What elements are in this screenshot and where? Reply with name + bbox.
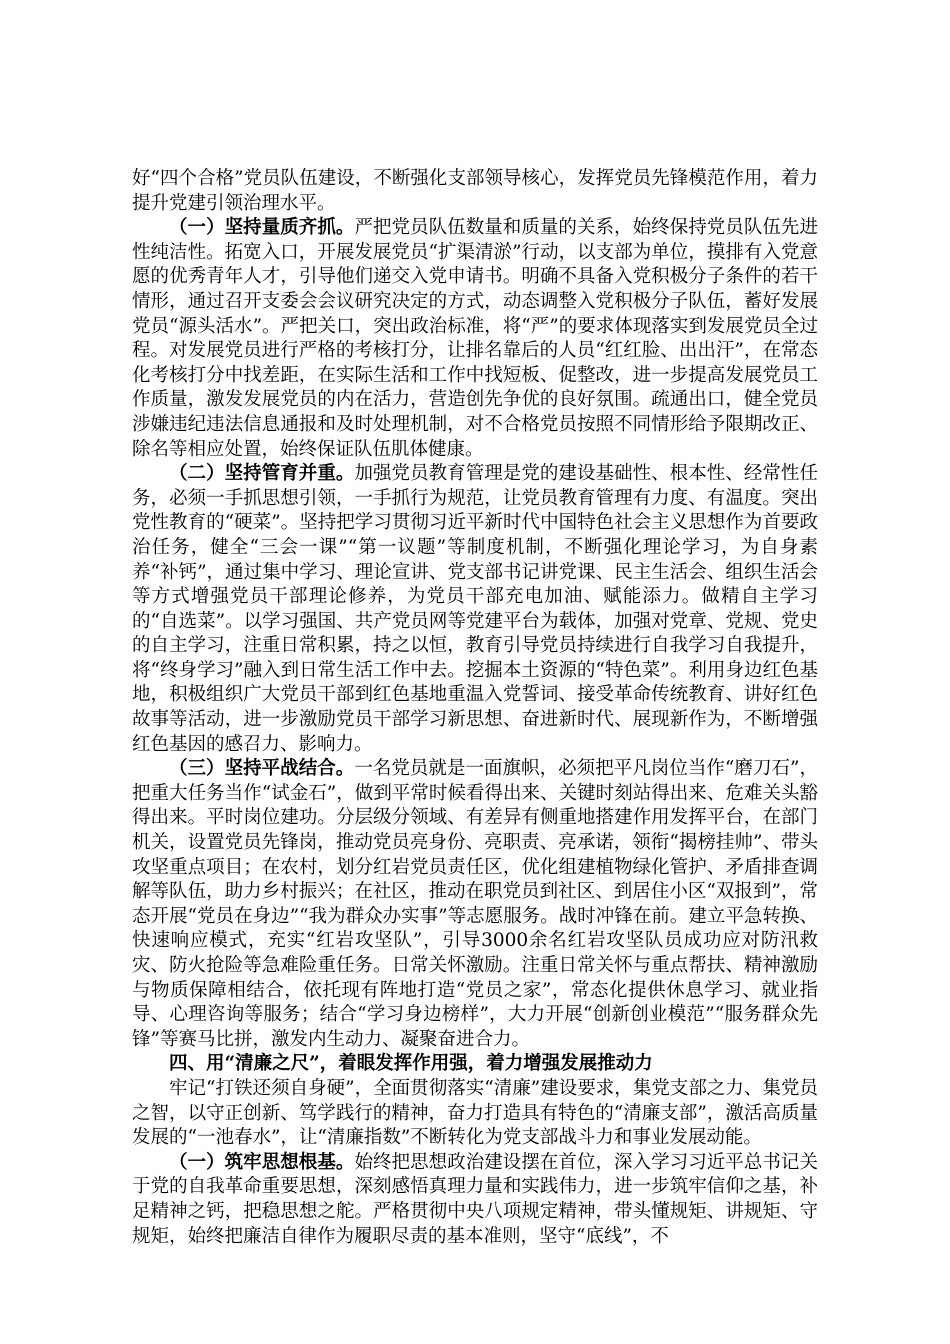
paragraph-lead-heading: （一）坚持量质齐抓。 (169, 217, 355, 239)
paragraph-text: 加强党员教育管理是党的建设基础性、根本性、经常性任务，必须一手抓思想引领，一手抓行为规范，让党员教育管理有力度、有温度。突出党性教育的“硬菜”。坚持把学习贯彻习近平新时代中国特色社会主义思想作为首要政治任务，健全“三会一课”“第一议题”等制度机制，不断强化理论学习，为自身素养“补钙”，通过集中学习、理论宣讲、党支部书记讲党课、民主生活会、组织生活会等方式增强党员干部理论修养，为党员干部充电加油、赋能添力。做精自主学习的“自选菜”。以学习强国、共产党员网等党建平台为载体，加强对党章、党规、党史的自主学习，注重日常积累，持之以恒，教育引导党员持续进行自我学习自我提升，将“终身学习”融入到日常生活工作中去。挖掘本土资源的“特色菜”。利用身边红色基地，积极组织广大党员干部到红色基地重温入党誓词、接受革命传统教育、讲好红色故事等活动，进一步激励党员干部学习新思想、奋进新时代、展现新作为，不断增强红色基因的感召力、影响力。 (132, 463, 818, 755)
paragraph-text: 好“四个合格”党员队伍建设，不断强化支部领导核心，发挥党员先锋模范作用，着力提升党建引领治理水平。 (132, 168, 818, 214)
section-heading-four: 四、用“清廉之尺”，着眼发挥作用强，着力增强发展推动力 (169, 1053, 653, 1075)
paragraph-text: 牢记“打铁还须自身硬”，全面贯彻落实“清廉”建设要求，集党支部之力、集党员之智，以守正创新、笃学践行的精神，奋力打造具有特色的“清廉支部”，激活高质量发展的“一池春水”，让“清廉指数”不断转化为党支部战斗力和事业发展动能。 (132, 1077, 818, 1149)
paragraph-text: 一名党员就是一面旗帜，必须把平凡岗位当作“磨刀石”，把重大任务当作“试金石”，做到平常时候看得出来、关键时刻站得出来、危难关头豁得出来。平时岗位建功。分层级分领域、有差异有侧重地搭建作用发挥平台，在部门机关，设置党员先锋岗，推动党员亮身份、亮职责、亮承诺，领衔“揭榜挂帅”、带头攻坚重点项目；在农村，划分红岩党员责任区，优化组建植物绿化管护、矛盾排查调解等队伍，助力乡村振兴；在社区，推动在职党员到社区、到居住小区“双报到”，常态开展“党员在身边”“我为群众办实事”等志愿服务。战时冲锋在前。建立平急转换、快速响应模式，充实“红岩攻坚队”，引导3000余名红岩攻坚队员成功应对防汛救灾、防火抢险等急难险重任务。日常关怀激励。注重日常关怀与重点帮扶、精神激励与物质保障相结合，依托现有阵地打造“党员之家”，常态化提供休息学习、就业指导、心理咨询等服务；结合“学习身边榜样”，大力开展“创新创业模范”“服务群众先锋”等赛马比拼，激发内生动力、凝聚奋进合力。 (132, 758, 818, 1050)
paragraph-text: 始终把思想政治建设摆在首位，深入学习习近平总书记关于党的自我革命重要思想，深刻感悟真理力量和实践伟力，进一步筑牢信仰之基，补足精神之钙，把稳思想之舵。严格贯彻中央八项规定精神，带头懂规矩、讲规矩、守规矩，始终把廉洁自律作为履职尽责的基本准则，坚守“底线”，不 (132, 1151, 818, 1247)
paragraph-continuation (132, 167, 818, 216)
paragraph-management-education (132, 462, 818, 757)
paragraph-section-intro (132, 1077, 818, 1151)
paragraph-text: 严把党员队伍数量和质量的关系，始终保持党员队伍先进性纯洁性。拓宽入口，开展发展党员“扩渠清淤”行动，以支部为单位，摸排有入党意愿的优秀青年人才，引导他们递交入党申请书。明确不具备入党积极分子条件的若干情形，通过召开支委会会议研究决定的方式，动态调整入党积极分子队伍，蓄好发展党员“源头活水”。严把关口，突出政治标准，将“严”的要求体现落实到发展党员全过程。对发展党员进行严格的考核打分，让排名靠后的人员“红红脸、出出汗”，在常态化考核打分中找差距，在实际生活和工作中找短板、促整改，进一步提高发展党员工作质量，激发发展党员的内在活力，营造创先争优的良好氛围。疏通出口，健全党员涉嫌违纪违法信息通报和及时处理机制，对不合格党员按照不同情形给予限期改正、除名等相应处置，始终保证队伍肌体健康。 (132, 217, 818, 460)
paragraph-lead-heading: （二）坚持管育并重。 (169, 463, 355, 485)
paragraph-ideological-foundation (132, 1151, 818, 1249)
paragraph-lead-heading: （三）坚持平战结合。 (169, 758, 355, 780)
document-body (132, 167, 818, 1249)
paragraph-peace-war (132, 757, 818, 1052)
paragraph-lead-heading: （一）筑牢思想根基。 (169, 1151, 355, 1173)
paragraph-quantity-quality (132, 216, 818, 462)
